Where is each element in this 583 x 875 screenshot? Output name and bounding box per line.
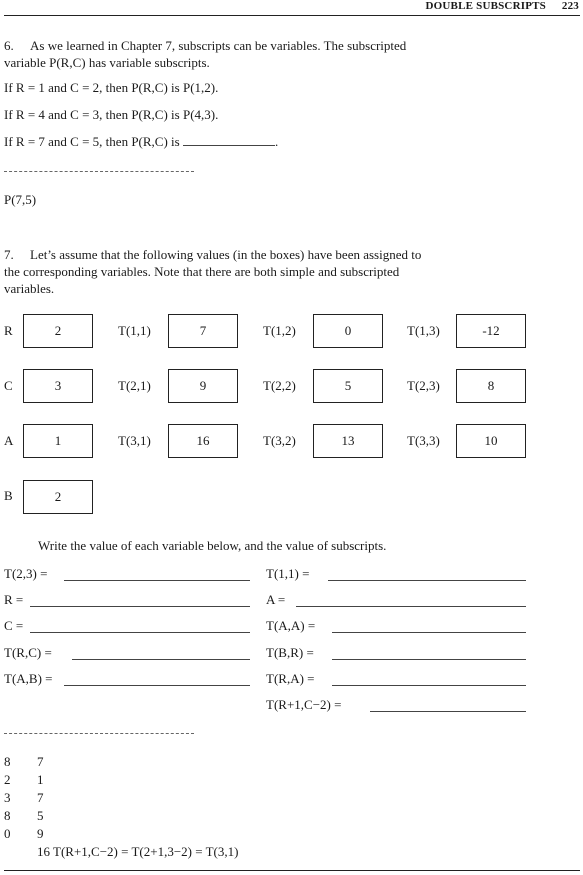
var-label-t12: T(1,2) xyxy=(263,323,296,338)
left-item-tab: T(A,B) = xyxy=(4,671,53,686)
answer-right-3: 7 xyxy=(37,790,44,805)
frame-6-example-1: If R = 1 and C = 2, then P(R,C) is P(1,2). xyxy=(4,80,219,95)
blank-t23[interactable] xyxy=(64,580,250,581)
frame-6-intro-line-1: As we learned in Chapter 7, subscripts can be variables. The subscripted xyxy=(30,38,407,53)
frame-6-intro xyxy=(4,37,564,71)
blank-taa[interactable] xyxy=(332,632,526,633)
blank-tra[interactable] xyxy=(332,685,526,686)
answer-right-4: 5 xyxy=(37,808,44,823)
answer-right-5: 9 xyxy=(37,826,44,841)
var-label-c: C xyxy=(4,378,13,393)
blank-t11[interactable] xyxy=(328,580,526,581)
blank-a[interactable] xyxy=(296,606,526,607)
right-item-tra: T(R,A) = xyxy=(266,671,315,686)
value-box-t12: 0 xyxy=(313,314,383,348)
frame-6-question: If R = 7 and C = 5, then P(R,C) is . xyxy=(4,134,279,149)
value-box-t33: 10 xyxy=(456,424,526,458)
answer-divider-2 xyxy=(4,733,194,734)
blank-tr1c2[interactable] xyxy=(370,711,526,712)
value-box-b: 2 xyxy=(23,480,93,514)
var-label-t31: T(3,1) xyxy=(118,433,151,448)
left-item-c: C = xyxy=(4,618,24,633)
frame-7-intro-line-3: variables. xyxy=(4,281,55,296)
value-box-t32: 13 xyxy=(313,424,383,458)
left-item-t23: T(2,3) = xyxy=(4,566,48,581)
left-item-r: R = xyxy=(4,592,24,607)
answer-right-2: 1 xyxy=(37,772,44,787)
left-item-trc: T(R,C) = xyxy=(4,645,52,660)
var-label-b: B xyxy=(4,488,13,503)
frame-7-intro-line-2: the corresponding variables. Note that there are both simple and subscripted xyxy=(4,264,400,279)
right-item-t11: T(1,1) = xyxy=(266,566,310,581)
var-label-t33: T(3,3) xyxy=(407,433,440,448)
frame-7-number: 7. xyxy=(4,247,14,262)
value-box-a: 1 xyxy=(23,424,93,458)
var-label-t23: T(2,3) xyxy=(407,378,440,393)
page-number: 223 xyxy=(561,0,579,12)
footer-rule xyxy=(4,870,580,871)
var-label-t22: T(2,2) xyxy=(263,378,296,393)
frame-6-number: 6. xyxy=(4,38,14,53)
frame-6-answer-blank[interactable] xyxy=(183,145,275,146)
frame-6-example-2: If R = 4 and C = 3, then P(R,C) is P(4,3). xyxy=(4,107,219,122)
value-box-t11: 7 xyxy=(168,314,238,348)
answer-right-1: 7 xyxy=(37,754,44,769)
blank-trc[interactable] xyxy=(72,659,250,660)
var-label-t21: T(2,1) xyxy=(118,378,151,393)
frame-6-answer: P(7,5) xyxy=(4,192,37,207)
value-box-t23: 8 xyxy=(456,369,526,403)
answer-left-2: 2 xyxy=(4,772,11,787)
var-label-t11: T(1,1) xyxy=(118,323,151,338)
value-box-t13: -12 xyxy=(456,314,526,348)
right-item-taa: T(A,A) = xyxy=(266,618,316,633)
frame-7-intro-line-1: Let’s assume that the following values (in the boxes) have been assigned to xyxy=(30,247,422,262)
page-header xyxy=(426,0,579,12)
value-box-t22: 5 xyxy=(313,369,383,403)
var-label-t32: T(3,2) xyxy=(263,433,296,448)
blank-r[interactable] xyxy=(30,606,250,607)
answer-left-5: 0 xyxy=(4,826,11,841)
var-label-r: R xyxy=(4,323,13,338)
var-label-t13: T(1,3) xyxy=(407,323,440,338)
answer-divider xyxy=(4,171,194,172)
right-item-a: A = xyxy=(266,592,286,607)
answer-left-3: 3 xyxy=(4,790,11,805)
header-rule xyxy=(4,15,580,16)
answer-left-4: 8 xyxy=(4,808,11,823)
frame-7-intro xyxy=(4,246,564,297)
blank-c[interactable] xyxy=(30,632,250,633)
right-item-tbr: T(B,R) = xyxy=(266,645,314,660)
answer-left-1: 8 xyxy=(4,754,11,769)
header-title: DOUBLE SUBSCRIPTS xyxy=(425,0,546,12)
value-box-c: 3 xyxy=(23,369,93,403)
blank-tab[interactable] xyxy=(64,685,250,686)
value-box-r: 2 xyxy=(23,314,93,348)
frame-7-instruction: Write the value of each variable below, and the value of subscripts. xyxy=(38,538,387,553)
right-item-tr1c2: T(R+1,C−2) = xyxy=(266,697,342,712)
blank-tbr[interactable] xyxy=(332,659,526,660)
frame-6-intro-line-2: variable P(R,C) has variable subscripts. xyxy=(4,55,210,70)
frame-6-question-text: If R = 7 and C = 5, then P(R,C) is xyxy=(4,134,180,149)
var-label-a: A xyxy=(4,433,14,448)
value-box-t21: 9 xyxy=(168,369,238,403)
value-box-t31: 16 xyxy=(168,424,238,458)
answer-last: 16 T(R+1,C−2) = T(2+1,3−2) = T(3,1) xyxy=(37,844,239,859)
